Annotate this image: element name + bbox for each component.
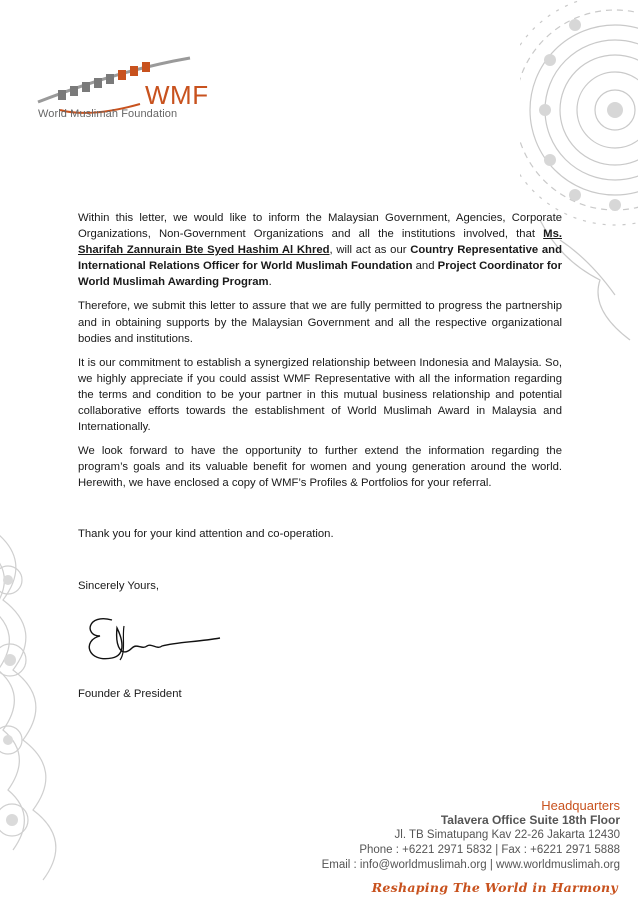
- paragraph-assurance: Therefore, we submit this letter to assure that we are fully permitted to progress the partnership and in obtaining supports by the Malaysian Government and all the respective organizational bodies and institutions.: [78, 300, 562, 345]
- representative-name: Ms. Sharifah Zannurain Bte Syed Hashim Al Khred: [78, 228, 562, 257]
- organization-name: World Muslimah Foundation: [38, 108, 178, 120]
- signer-title: Founder & President: [78, 688, 182, 700]
- paragraph-announcement: Within this letter, we would like to inform the Malaysian Government, Agencies, Corporate Organizations, Non-Government Organizations and all the institutions involved, that Ms. Sharifah Zannurain Bte Syed Hashim Al Khred, will act as our Country Representative and International Relations Officer for World Muslimah Foundation and Project Coordinator for World Muslimah Awarding Program.: [78, 212, 562, 289]
- sign-off: Sincerely Yours,: [78, 580, 160, 592]
- office-name: Talavera Office Suite 18th Floor: [440, 813, 620, 827]
- phone-fax-line: Phone : +6221 2971 5832 | Fax : +6221 2971 5888: [359, 844, 620, 856]
- handwritten-signature: [82, 608, 222, 668]
- paragraph-commitment: It is our commitment to establish a synergized relationship between Indonesia and Malaysia. So, we highly appreciate if you could assist WMF Representative with all the information regarding the terms and condition to be your partner in this mutual business relationship and potential collaborative efforts towards the establishment of World Muslimah Award in Malaysia and Internationally.: [78, 356, 562, 434]
- letter-body: [78, 210, 562, 500]
- role-project-coordinator: Project Coordinator for World Muslimah Awarding Program: [78, 260, 562, 289]
- letterhead-footer: [220, 798, 620, 873]
- logo-wordmark: WMF: [145, 80, 209, 110]
- email-web-line: Email : info@worldmuslimah.org | www.worldmuslimah.org: [321, 859, 620, 871]
- headquarters-label: Headquarters: [541, 798, 620, 813]
- floral-ornament-bottom-left: [0, 520, 58, 905]
- closing-line: Thank you for your kind attention and co-operation.: [78, 528, 334, 540]
- role-country-representative: Country Representative and International Relations Officer for World Muslimah Foundation: [78, 244, 562, 273]
- paragraph-outlook: We look forward to have the opportunity to further extend the information regarding the program’s goals and its valuable benefit for women and young generation around the world. Herewith, we have enclosed a copy of WMF’s Profiles & Portfolios for your referral.: [78, 445, 562, 490]
- address-line: Jl. TB Simatupang Kav 22-26 Jakarta 12430: [394, 829, 620, 841]
- tagline: Reshaping The World in Harmony: [371, 880, 618, 895]
